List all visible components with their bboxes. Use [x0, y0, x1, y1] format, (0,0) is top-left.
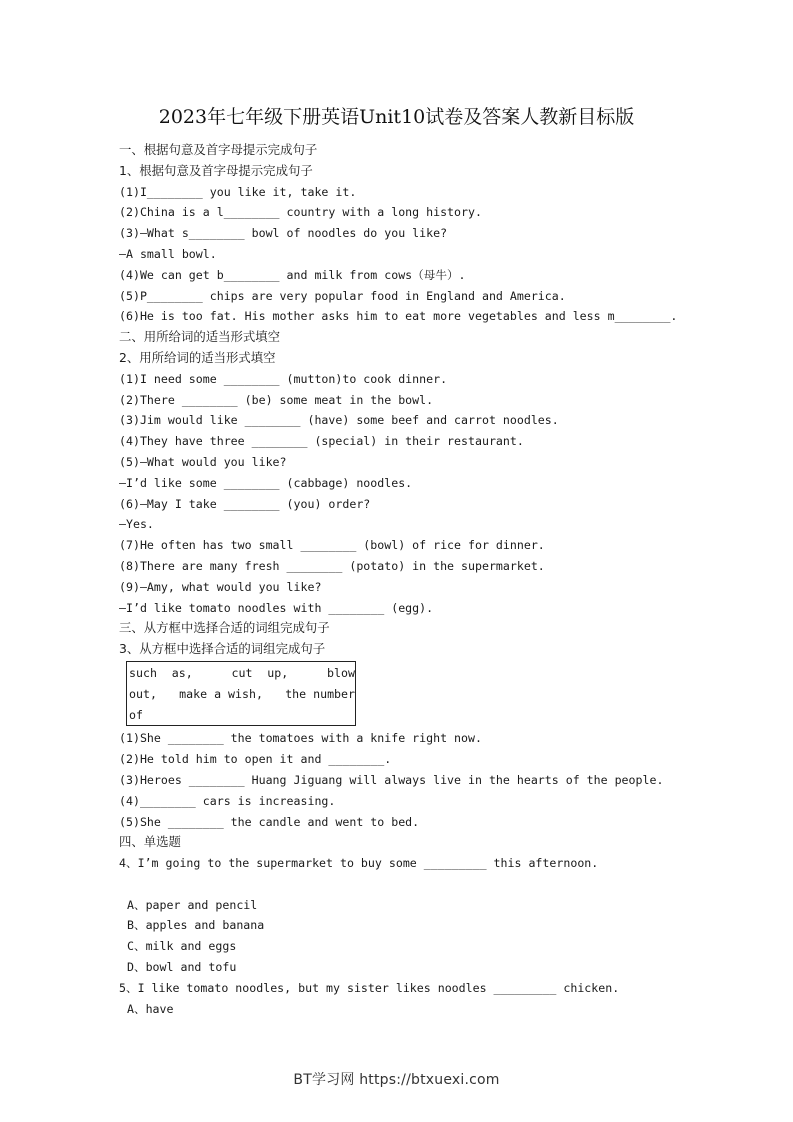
question-line: (1)I need some ________ (mutton)to cook dinner. — [119, 371, 448, 386]
option-c: C、milk and eggs — [127, 939, 237, 954]
word-box-word: of — [129, 707, 143, 722]
section-heading-3: 三、从方框中选择合适的词组完成句子 — [119, 620, 330, 636]
word-box-row — [129, 705, 355, 726]
question-line: (3)Heroes ________ Huang Jiguang will always live in the hearts of the people. — [119, 772, 664, 787]
word-box-row — [129, 684, 355, 705]
option-b: B、apples and banana — [127, 918, 265, 933]
word-box-word: up, — [267, 665, 289, 680]
word-box-word: such — [129, 665, 157, 680]
question-4-text: 4、I’m going to the supermarket to buy some _________ this afternoon. — [119, 856, 599, 871]
question-line: (6)He is too fat. His mother asks him to eat more vegetables and less m________. — [119, 309, 678, 324]
word-box-word: out, — [129, 686, 157, 701]
question-line: (1)She ________ the tomatoes with a knife right now. — [119, 731, 482, 746]
question-1-prompt: 1、根据句意及首字母提示完成句子 — [119, 162, 313, 178]
word-box-word: blow — [327, 665, 355, 680]
question-line: —A small bowl. — [119, 246, 217, 261]
question-line: —Yes. — [119, 517, 154, 532]
question-line: (6)—May I take ________ (you) order? — [119, 496, 371, 511]
word-box-row — [129, 663, 355, 684]
question-line: (7)He often has two small ________ (bowl) of rice for dinner. — [119, 538, 545, 553]
question-line: —I’d like tomato noodles with ________ (egg). — [119, 600, 434, 615]
question-line: (5)P________ chips are very popular food in England and America. — [119, 288, 566, 303]
option-a: A、have — [127, 1001, 174, 1016]
word-box-word: the number — [285, 686, 355, 701]
question-line: (1)I________ you like it, take it. — [119, 184, 357, 199]
question-2-prompt: 2、用所给词的适当形式填空 — [119, 349, 276, 365]
word-box — [126, 661, 356, 726]
question-3-prompt: 3、从方框中选择合适的词组完成句子 — [119, 641, 326, 657]
option-d: D、bowl and tofu — [127, 960, 237, 975]
question-line: (4)________ cars is increasing. — [119, 793, 336, 808]
footer-watermark: BT学习网 https://btxuexi.com — [293, 1072, 500, 1088]
question-line: (2)There ________ (be) some meat in the bowl. — [119, 392, 434, 407]
question-line: (4)We can get b________ and milk from cows（母牛）. — [119, 267, 466, 282]
word-box-word: as, — [171, 665, 193, 680]
question-line: (5)—What would you like? — [119, 454, 287, 469]
question-line: (3)Jim would like ________ (have) some beef and carrot noodles. — [119, 413, 559, 428]
spacer — [119, 874, 679, 895]
word-box-word: cut — [231, 665, 253, 680]
word-box-word: make a wish, — [179, 686, 263, 701]
question-line: (2)China is a l________ country with a long history. — [119, 205, 482, 220]
question-line: (3)—What s________ bowl of noodles do you like? — [119, 226, 448, 241]
question-5-text: 5、I like tomato noodles, but my sister likes noodles _________ chicken. — [119, 980, 620, 995]
question-line: (5)She ________ the candle and went to bed. — [119, 814, 420, 829]
question-line: (8)There are many fresh ________ (potato) in the supermarket. — [119, 558, 545, 573]
question-line: (9)—Amy, what would you like? — [119, 579, 322, 594]
document-body — [119, 140, 679, 1019]
question-line: —I’d like some ________ (cabbage) noodles. — [119, 475, 413, 490]
section-heading-4: 四、单选题 — [119, 834, 181, 850]
section-heading-1: 一、根据句意及首字母提示完成句子 — [119, 142, 318, 157]
question-line: (4)They have three ________ (special) in their restaurant. — [119, 434, 524, 449]
question-line: (2)He told him to open it and ________. — [119, 752, 392, 767]
section-heading-2: 二、用所给词的适当形式填空 — [119, 329, 281, 345]
page-title: 2023年七年级下册英语Unit10试卷及答案人教新目标版 — [158, 106, 635, 128]
option-a: A、paper and pencil — [127, 897, 258, 912]
